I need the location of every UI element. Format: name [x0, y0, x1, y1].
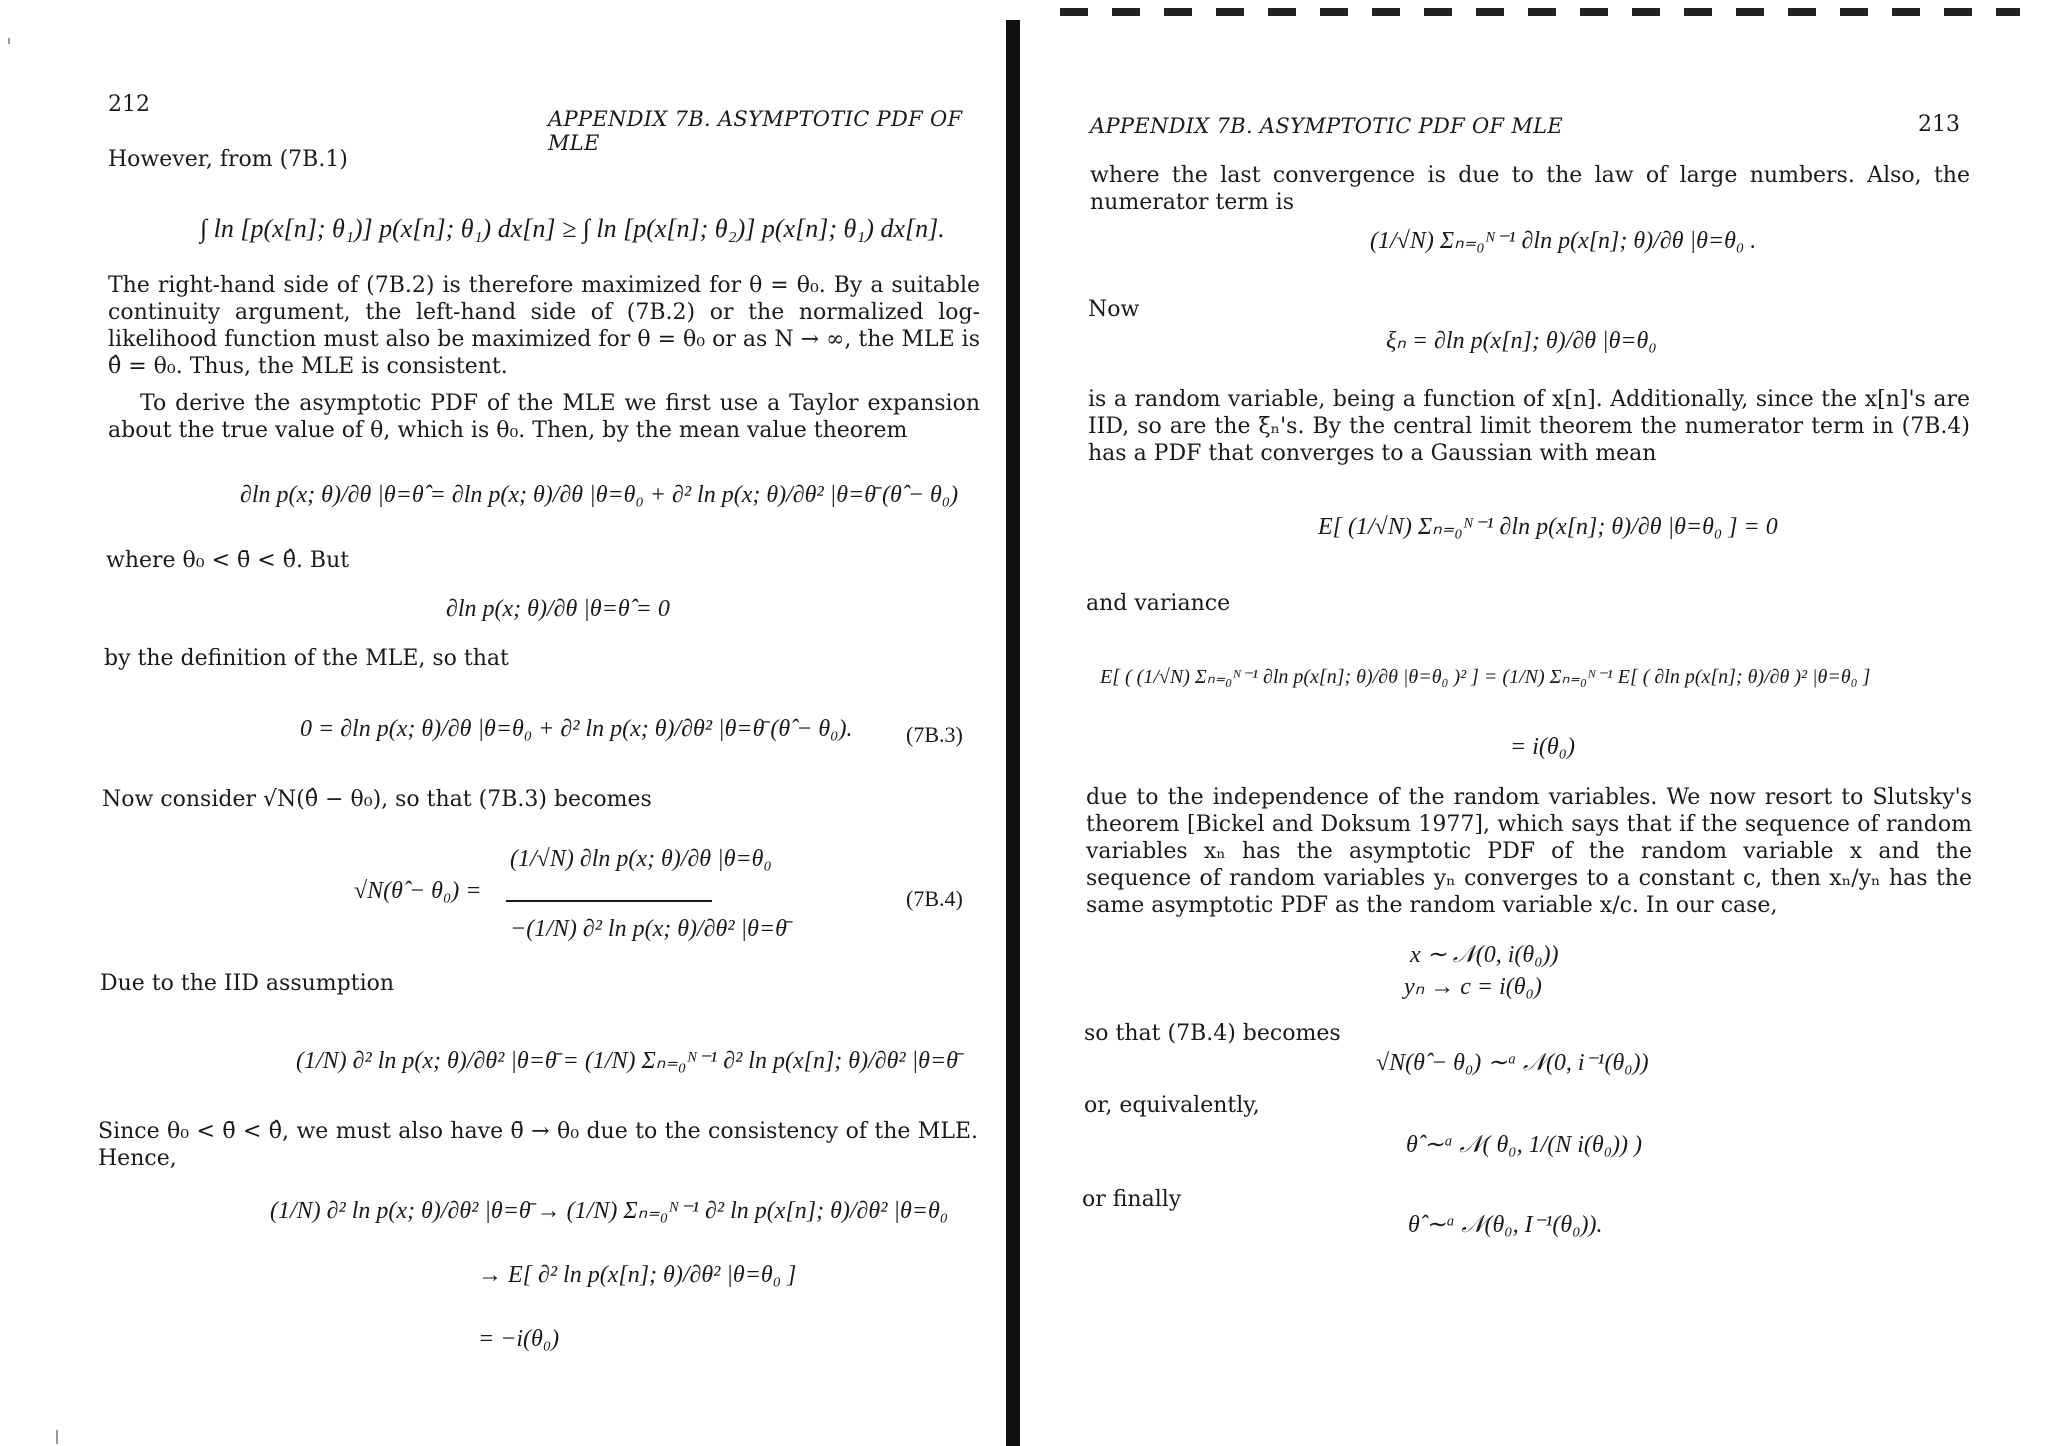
equation: yₙ → c = i(θ₀)	[1404, 974, 1542, 1000]
paragraph: Due to the IID assumption	[100, 971, 395, 996]
equation: (1/N) ∂² ln p(x; θ)/∂θ² |θ=θ̄ = (1/N) Σₙ₌₀ᴺ⁻¹ ∂² ln p(x[n]; θ)/∂θ² |θ=θ̄	[296, 1048, 958, 1074]
equation-number: (7B.4)	[906, 886, 963, 911]
left-page	[0, 0, 1000, 1446]
paragraph: due to the independence of the random variables. We now resort to Slutsky's theorem [Bickel and Doksum 1977], which says that if the sequence of random variables xₙ has the asymptotic PDF of the random variable x and the sequence of random variables yₙ converges to a constant c, then xₙ/yₙ has the same asymptotic PDF as the random variable x/c. In our case,	[1086, 785, 1972, 918]
equation-denominator: −(1/N) ∂² ln p(x; θ)/∂θ² |θ=θ̄	[510, 916, 787, 942]
equation: → E[ ∂² ln p(x[n]; θ)/∂θ² |θ=θ₀ ]	[478, 1262, 797, 1288]
equation-numerator: (1/√N) ∂ln p(x; θ)/∂θ |θ=θ₀	[510, 846, 772, 872]
paragraph: To derive the asymptotic PDF of the MLE we first use a Taylor expansion about the true value of θ, which is θ₀. Then, by the mean value theorem	[108, 391, 980, 443]
paragraph: However, from (7B.1)	[108, 147, 348, 172]
paragraph: by the definition of the MLE, so that	[104, 646, 509, 671]
equation: ∫ ln [p(x[n]; θ₁)] p(x[n]; θ₁) dx[n] ≥ ∫ ln [p(x[n]; θ₂)] p(x[n]; θ₁) dx[n].	[200, 214, 945, 243]
right-page	[1040, 0, 2048, 1446]
paragraph: so that (7B.4) becomes	[1084, 1021, 1341, 1046]
paragraph: The right-hand side of (7B.2) is therefore maximized for θ = θ₀. By a suitable continuity argument, the left-hand side of (7B.2) or the normalized log-likelihood function must also be maximized for θ = θ₀ or as N → ∞, the MLE is θ̂ = θ₀. Thus, the MLE is consistent.	[108, 273, 980, 379]
equation: (1/√N) Σₙ₌₀ᴺ⁻¹ ∂ln p(x[n]; θ)/∂θ |θ=θ₀ .	[1370, 228, 1757, 254]
paragraph: or, equivalently,	[1084, 1093, 1260, 1118]
paragraph: where the last convergence is due to the law of large numbers. Also, the numerator term is	[1090, 163, 1970, 215]
equation: θ̂ ∼ᵃ 𝒩( θ₀, 1/(N i(θ₀)) )	[1406, 1132, 1643, 1158]
equation: ∂ln p(x; θ)/∂θ |θ=θ̂ = 0	[446, 596, 670, 622]
equation-lhs: √N(θ̂ − θ₀) =	[354, 878, 482, 904]
paragraph: where θ₀ < θ̄ < θ̂. But	[106, 548, 350, 573]
equation: 0 = ∂ln p(x; θ)/∂θ |θ=θ₀ + ∂² ln p(x; θ)/∂θ² |θ=θ̄ (θ̂ − θ₀).	[300, 716, 853, 742]
paragraph: and variance	[1086, 591, 1231, 616]
equation: ∂ln p(x; θ)/∂θ |θ=θ̂ = ∂ln p(x; θ)/∂θ |θ=θ₀ + ∂² ln p(x; θ)/∂θ² |θ=θ̄ (θ̂ − θ₀)	[240, 482, 959, 508]
running-header: APPENDIX 7B. ASYMPTOTIC PDF OF MLE	[548, 107, 963, 155]
equation: = i(θ₀)	[1510, 734, 1575, 760]
book-spine	[1006, 20, 1020, 1446]
running-header: APPENDIX 7B. ASYMPTOTIC PDF OF MLE	[1090, 114, 1563, 138]
equation: (1/N) ∂² ln p(x; θ)/∂θ² |θ=θ̄ → (1/N) Σₙ₌₀ᴺ⁻¹ ∂² ln p(x[n]; θ)/∂θ² |θ=θ₀	[270, 1198, 949, 1224]
equation: E[ (1/√N) Σₙ₌₀ᴺ⁻¹ ∂ln p(x[n]; θ)/∂θ |θ=θ₀ ] = 0	[1318, 514, 1778, 540]
page-number: 213	[1918, 112, 1960, 137]
equation: θ̂ ∼ᵃ 𝒩(θ₀, I⁻¹(θ₀)).	[1408, 1212, 1603, 1238]
equation: E[ ( (1/√N) Σₙ₌₀ᴺ⁻¹ ∂ln p(x[n]; θ)/∂θ |θ=θ₀ )² ] = (1/N) Σₙ₌₀ᴺ⁻¹ E[ ( ∂ln p(x[n]; θ)/∂θ )² |θ=θ₀ ]	[1100, 666, 1871, 688]
paragraph: Now consider √N(θ̂ − θ₀), so that (7B.3) becomes	[102, 787, 652, 812]
equation: √N(θ̂ − θ₀) ∼ᵃ 𝒩(0, i⁻¹(θ₀))	[1376, 1050, 1649, 1076]
equation: ξₙ = ∂ln p(x[n]; θ)/∂θ |θ=θ₀	[1386, 328, 1657, 354]
page-number: 212	[108, 92, 150, 117]
equation: x ∼ 𝒩(0, i(θ₀))	[1410, 942, 1559, 968]
equation-number: (7B.3)	[906, 722, 963, 747]
paragraph: or finally	[1082, 1187, 1182, 1212]
paragraph: is a random variable, being a function of x[n]. Additionally, since the x[n]'s are IID, so are the ξₙ's. By the central limit theorem the numerator term in (7B.4) has a PDF that converges to a Gaussian with mean	[1088, 387, 1970, 466]
equation: = −i(θ₀)	[478, 1326, 560, 1352]
fraction-rule	[506, 900, 712, 902]
paragraph: Now	[1088, 297, 1140, 322]
paragraph: Since θ₀ < θ̄ < θ̂, we must also have θ̄ → θ₀ due to the consistency of the MLE. Hence,	[98, 1119, 978, 1171]
